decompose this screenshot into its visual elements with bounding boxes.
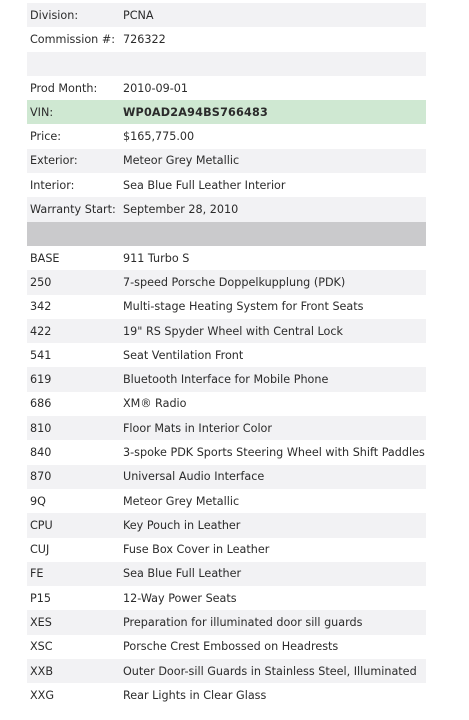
detail-label: Division: [30, 8, 79, 22]
option-code: 541 [30, 348, 52, 362]
option-code: CUJ [30, 543, 50, 557]
option-row [27, 319, 426, 343]
option-code: 840 [30, 445, 52, 459]
detail-value: September 28, 2010 [123, 203, 239, 217]
option-description: Sea Blue Full Leather [123, 567, 242, 581]
option-description: 19" RS Spyder Wheel with Central Lock [123, 324, 344, 338]
blank-row [27, 52, 426, 76]
section-divider [27, 222, 426, 246]
detail-label: Price: [30, 130, 62, 144]
option-description: Bluetooth Interface for Mobile Phone [123, 373, 329, 387]
option-row [27, 635, 426, 659]
option-row [27, 562, 426, 586]
vehicle-info-table [27, 3, 426, 708]
option-row [27, 659, 426, 683]
option-row [27, 392, 426, 416]
option-row [27, 440, 426, 464]
detail-row-division [27, 3, 426, 27]
option-code: FE [30, 567, 44, 581]
detail-row-exterior [27, 149, 426, 173]
option-code: 342 [30, 300, 52, 314]
detail-row-vin [27, 100, 426, 124]
option-code: P15 [30, 591, 51, 605]
detail-label: Prod Month: [30, 81, 98, 95]
option-code: 810 [30, 421, 52, 435]
option-description: 12-Way Power Seats [123, 591, 237, 605]
option-code: 422 [30, 324, 52, 338]
option-row [27, 367, 426, 391]
option-code: XSC [30, 640, 53, 654]
option-description: 911 Turbo S [123, 251, 190, 265]
option-description: 3-spoke PDK Sports Steering Wheel with Shift Paddles [123, 445, 425, 459]
option-code: XXB [30, 664, 54, 678]
option-code: XES [30, 616, 52, 630]
detail-value: PCNA [123, 8, 154, 22]
option-description: 7-speed Porsche Doppelkupplung (PDK) [123, 275, 346, 289]
option-description: Key Pouch in Leather [123, 518, 241, 532]
option-description: Porsche Crest Embossed on Headrests [123, 640, 339, 654]
option-code: 250 [30, 275, 52, 289]
options-list [27, 246, 426, 708]
detail-row-commission [27, 27, 426, 51]
detail-row-prod-month [27, 76, 426, 100]
detail-label: VIN: [30, 105, 54, 119]
option-code: 9Q [30, 494, 46, 508]
option-description: Seat Ventilation Front [123, 348, 244, 362]
detail-value: Sea Blue Full Leather Interior [123, 178, 286, 192]
option-description: Multi-stage Heating System for Front Seats [123, 300, 364, 314]
option-row [27, 489, 426, 513]
option-row [27, 343, 426, 367]
detail-label: Warranty Start: [30, 203, 116, 217]
detail-label: Exterior: [30, 154, 78, 168]
vin-value: WP0AD2A94BS766483 [123, 105, 268, 119]
option-row [27, 246, 426, 270]
detail-row-warranty [27, 197, 426, 221]
detail-value: $165,775.00 [123, 130, 195, 144]
option-row [27, 295, 426, 319]
detail-value: 726322 [123, 32, 166, 46]
option-code: 686 [30, 397, 52, 411]
option-code: CPU [30, 518, 53, 532]
option-row [27, 586, 426, 610]
option-code: 619 [30, 373, 52, 387]
option-description: Preparation for illuminated door sill guards [123, 616, 363, 630]
option-row [27, 416, 426, 440]
detail-row-price [27, 124, 426, 148]
detail-label: Commission #: [30, 32, 115, 46]
option-row [27, 610, 426, 634]
option-row [27, 465, 426, 489]
option-description: XM® Radio [123, 397, 187, 411]
detail-row-interior [27, 173, 426, 197]
option-row [27, 270, 426, 294]
option-description: Fuse Box Cover in Leather [123, 543, 270, 557]
detail-value: Meteor Grey Metallic [123, 154, 240, 168]
option-description: Outer Door-sill Guards in Stainless Steel, Illuminated [123, 664, 417, 678]
option-description: Meteor Grey Metallic [123, 494, 240, 508]
option-description: Rear Lights in Clear Glass [123, 688, 267, 702]
detail-value: 2010-09-01 [123, 81, 189, 95]
option-description: Universal Audio Interface [123, 470, 265, 484]
option-row [27, 538, 426, 562]
detail-label: Interior: [30, 178, 75, 192]
option-code: XXG [30, 688, 54, 702]
option-code: BASE [30, 251, 60, 265]
option-description: Floor Mats in Interior Color [123, 421, 272, 435]
option-row [27, 683, 426, 707]
option-row [27, 513, 426, 537]
option-code: 870 [30, 470, 52, 484]
